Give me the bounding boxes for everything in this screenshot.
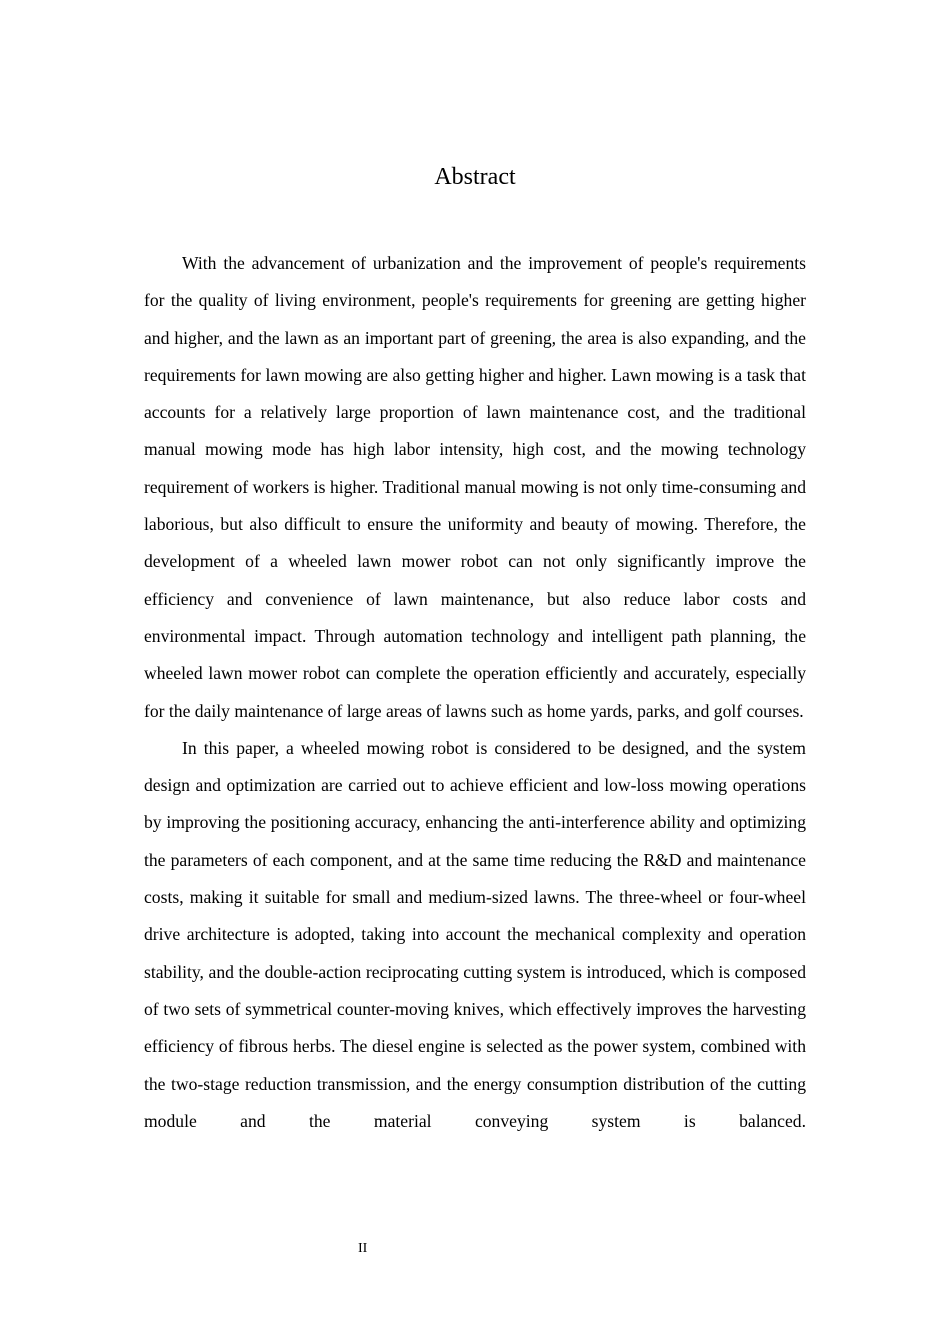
page-number: II — [358, 1241, 368, 1256]
abstract-paragraph: In this paper, a wheeled mowing robot is considered to be designed, and the system design and optimization are carried out to achieve efficient and low-loss mowing operations by improving the positioning accuracy, enhancing the anti-interference ability and optimizing the parameters of each component, and at the same time reducing the R&D and maintenance costs, making it suitable for small and medium-sized lawns. The three-wheel or four-wheel drive architecture is adopted, taking into account the mechanical complexity and operation stability, and the double-action reciprocating cutting system is introduced, which is composed of two sets of symmetrical counter-moving knives, which effectively improves the harvesting efficiency of fibrous herbs. The diesel engine is selected as the power system, combined with the two-stage reduction transmission, and the energy consumption distribution of the cutting module and the material conveying system is balanced. — [144, 737, 806, 1131]
abstract-body — [144, 245, 806, 1140]
abstract-paragraph: With the advancement of urbanization and the improvement of people's requirements for the quality of living environment, people's requirements for greening are getting higher and higher, and the lawn as an important part of greening, the area is also expanding, and the requirements for lawn mowing are also getting higher and higher. Lawn mowing is a task that accounts for a relatively large proportion of lawn maintenance cost, and the traditional manual mowing mode has high labor intensity, high cost, and the mowing technology requirement of workers is higher. Traditional manual mowing is not only time-consuming and laborious, but also difficult to ensure the uniformity and beauty of mowing. Therefore, the development of a wheeled lawn mower robot can not only significantly improve the efficiency and convenience of lawn maintenance, but also reduce labor costs and environmental impact. Through automation technology and intelligent path planning, the wheeled lawn mower robot can complete the operation efficiently and accurately, especially for the daily maintenance of large areas of lawns such as home yards, parks, and golf courses. — [144, 253, 806, 721]
page-title: Abstract — [434, 164, 516, 190]
